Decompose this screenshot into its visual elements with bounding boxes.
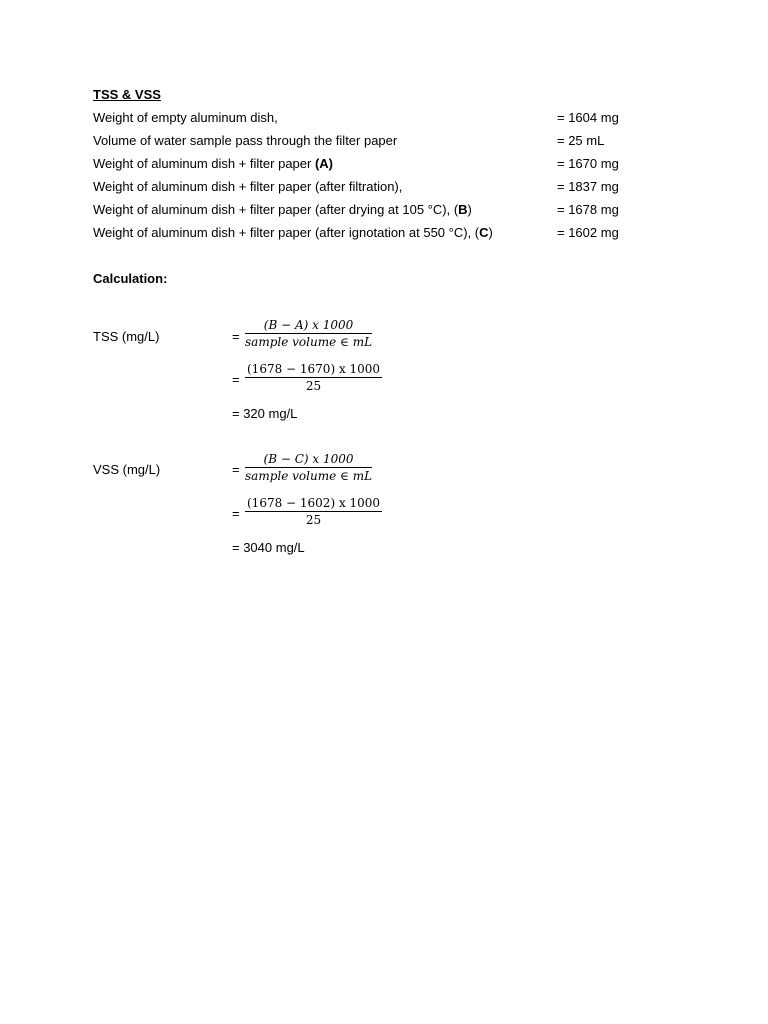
measurement-row: [93, 109, 653, 127]
tss-result: = 320 mg/L: [232, 406, 298, 421]
measurement-row: [93, 132, 653, 150]
measurement-label: Weight of empty aluminum dish,: [93, 110, 278, 125]
vss-substituted-denominator: 25: [305, 513, 322, 527]
tss-substituted-fraction: [245, 362, 382, 393]
measurement-label: Weight of aluminum dish + filter paper (after ignotation at 550 °C), (C): [93, 225, 493, 240]
vss-substituted-numerator: (1678 − 1602) x 1000: [247, 496, 381, 510]
measurement-label: Weight of aluminum dish + filter paper (after filtration),: [93, 179, 403, 194]
tss-substituted-numerator: (1678 − 1670) x 1000: [247, 362, 381, 376]
measurement-value: = 25 mL: [557, 133, 605, 148]
vss-formula-denominator: sample volume ∈ mL: [245, 469, 373, 483]
vss-formula-numerator: (B − C) x 1000: [245, 452, 372, 468]
measurement-label: Volume of water sample pass through the filter paper: [93, 133, 398, 148]
measurement-row: [93, 201, 653, 219]
measurement-value: = 1678 mg: [557, 202, 619, 217]
tss-label: TSS (mg/L): [93, 329, 160, 344]
tss-formula-numerator: (B − A) x 1000: [245, 318, 372, 334]
section-title: TSS & VSS: [93, 87, 161, 102]
measurement-value: = 1837 mg: [557, 179, 619, 194]
vss-equals-sign: =: [232, 506, 240, 521]
tss-substituted-denominator: 25: [305, 379, 322, 393]
measurement-row: [93, 155, 653, 173]
vss-formula-fraction: [245, 452, 372, 483]
tss-formula-denominator: sample volume ∈ mL: [245, 335, 373, 349]
measurement-row: [93, 224, 653, 242]
measurement-label: Weight of aluminum dish + filter paper (A): [93, 156, 333, 171]
measurement-row: [93, 178, 653, 196]
vss-result: = 3040 mg/L: [232, 540, 305, 555]
vss-equals-sign: =: [232, 462, 240, 477]
measurement-label: Weight of aluminum dish + filter paper (after drying at 105 °C), (B): [93, 202, 472, 217]
measurement-value: = 1602 mg: [557, 225, 619, 240]
calculation-heading: Calculation:: [93, 271, 168, 286]
measurement-value: = 1670 mg: [557, 156, 619, 171]
tss-equals-sign: =: [232, 372, 240, 387]
measurement-value: = 1604 mg: [557, 110, 619, 125]
vss-label: VSS (mg/L): [93, 462, 161, 477]
tss-equals-sign: =: [232, 329, 240, 344]
tss-formula-fraction: [245, 318, 372, 349]
vss-substituted-fraction: [245, 496, 382, 527]
